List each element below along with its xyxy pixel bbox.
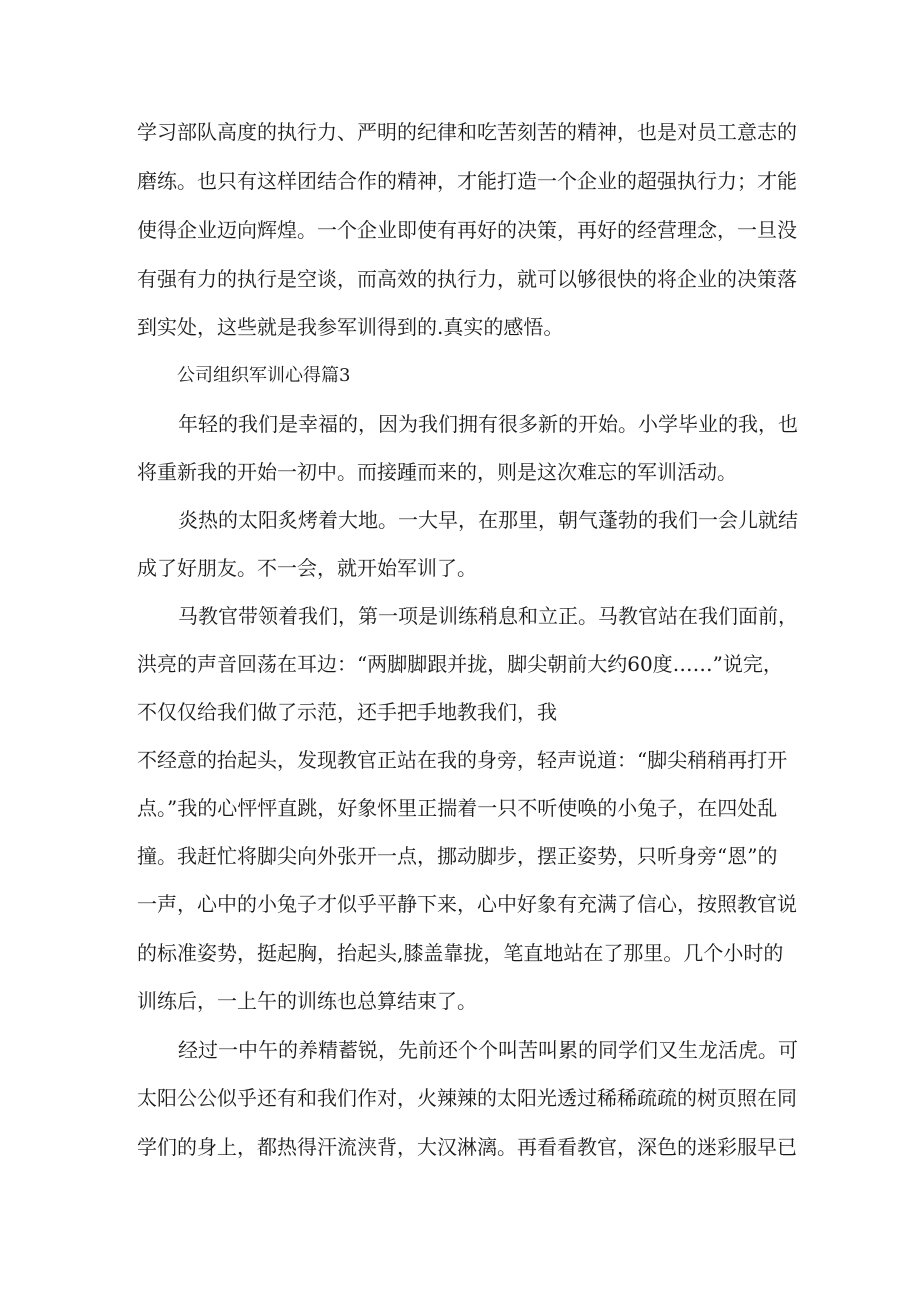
text-line <box>0 740 920 780</box>
line-text: 不仅仅给我们做了示范，还手把手地教我们，我 <box>137 700 557 724</box>
line-text: 点。”我的心怦怦直跳，好象怀里正揣着一只不听使唤的小兔子，在四处乱 <box>137 796 778 820</box>
text-line <box>0 452 920 492</box>
text-line <box>0 644 920 684</box>
line-text: 经过一中午的养精蓄锐，先前还个个叫苦叫累的同学们又生龙活虎。可 <box>178 1038 798 1062</box>
text-line <box>0 981 920 1021</box>
text-line <box>0 404 920 444</box>
heading-text: 公司组织军训心得篇3 <box>177 365 351 386</box>
line-text: 磨练。也只有这样团结合作的精神，才能打造一个企业的超强执行力；才能 <box>137 169 797 193</box>
line-text: 将重新我的开始一初中。而接踵而来的，则是这次难忘的军训活动。 <box>137 460 737 484</box>
line-text: 到实处，这些就是我参军训得到的.真实的感悟。 <box>137 315 564 339</box>
text-line <box>0 161 920 201</box>
line-text: 太阳公公似乎还有和我们作对，火辣辣的太阳光透过稀稀疏疏的树页照在同 <box>137 1086 797 1110</box>
line-text: 马教官带领着我们，第一项是训练稍息和立正。马教官站在我们面前， <box>178 604 798 628</box>
section-heading <box>0 356 920 396</box>
text-line <box>0 1030 920 1070</box>
text-line <box>0 1078 920 1118</box>
line-text: 有强有力的执行是空谈，而高效的执行力，就可以够很快的将企业的决策落 <box>137 267 797 291</box>
line-text: 学们的身上，都热得汗流浃背，大汉淋漓。再看看教官，深色的迷彩服早已 <box>137 1135 797 1159</box>
line-text: 洪亮的声音回荡在耳边：“两脚脚跟并拢，脚尖朝前大约60度……”说完， <box>137 652 783 676</box>
line-text: 不经意的抬起头，发现教官正站在我的身旁，轻声说道：“脚尖稍稍再打开 <box>137 748 788 772</box>
text-line <box>0 836 920 876</box>
text-line <box>0 307 920 347</box>
line-text: 的标准姿势，挺起胸，抬起头,膝盖靠拢，笔直地站在了那里。几个小时的 <box>137 941 784 965</box>
text-line <box>0 548 920 588</box>
text-line <box>0 210 920 250</box>
line-text: 年轻的我们是幸福的，因为我们拥有很多新的开始。小学毕业的我，也 <box>178 412 798 436</box>
line-text: 一声，心中的小兔子才似乎平静下来，心中好象有充满了信心，按照教官说 <box>137 892 797 916</box>
text-line <box>0 788 920 828</box>
text-line <box>0 1127 920 1167</box>
line-text: 撞。我赶忙将脚尖向外张开一点，挪动脚步，摆正姿势，只听身旁“恩”的 <box>137 844 778 868</box>
line-text: 训练后，一上午的训练也总算结束了。 <box>137 989 477 1013</box>
text-line <box>0 596 920 636</box>
text-line <box>0 884 920 924</box>
text-line <box>0 933 920 973</box>
text-line <box>0 259 920 299</box>
text-line <box>0 692 920 732</box>
line-text: 使得企业迈向辉煌。一个企业即使有再好的决策，再好的经营理念，一旦没 <box>137 218 797 242</box>
text-line <box>0 112 920 152</box>
line-text: 学习部队高度的执行力、严明的纪律和吃苦刻苦的精神，也是对员工意志的 <box>137 120 797 144</box>
text-line <box>0 500 920 540</box>
line-text: 炎热的太阳炙烤着大地。一大早，在那里，朝气蓬勃的我们一会儿就结 <box>178 508 798 532</box>
line-text: 成了好朋友。不一会，就开始军训了。 <box>137 556 477 580</box>
